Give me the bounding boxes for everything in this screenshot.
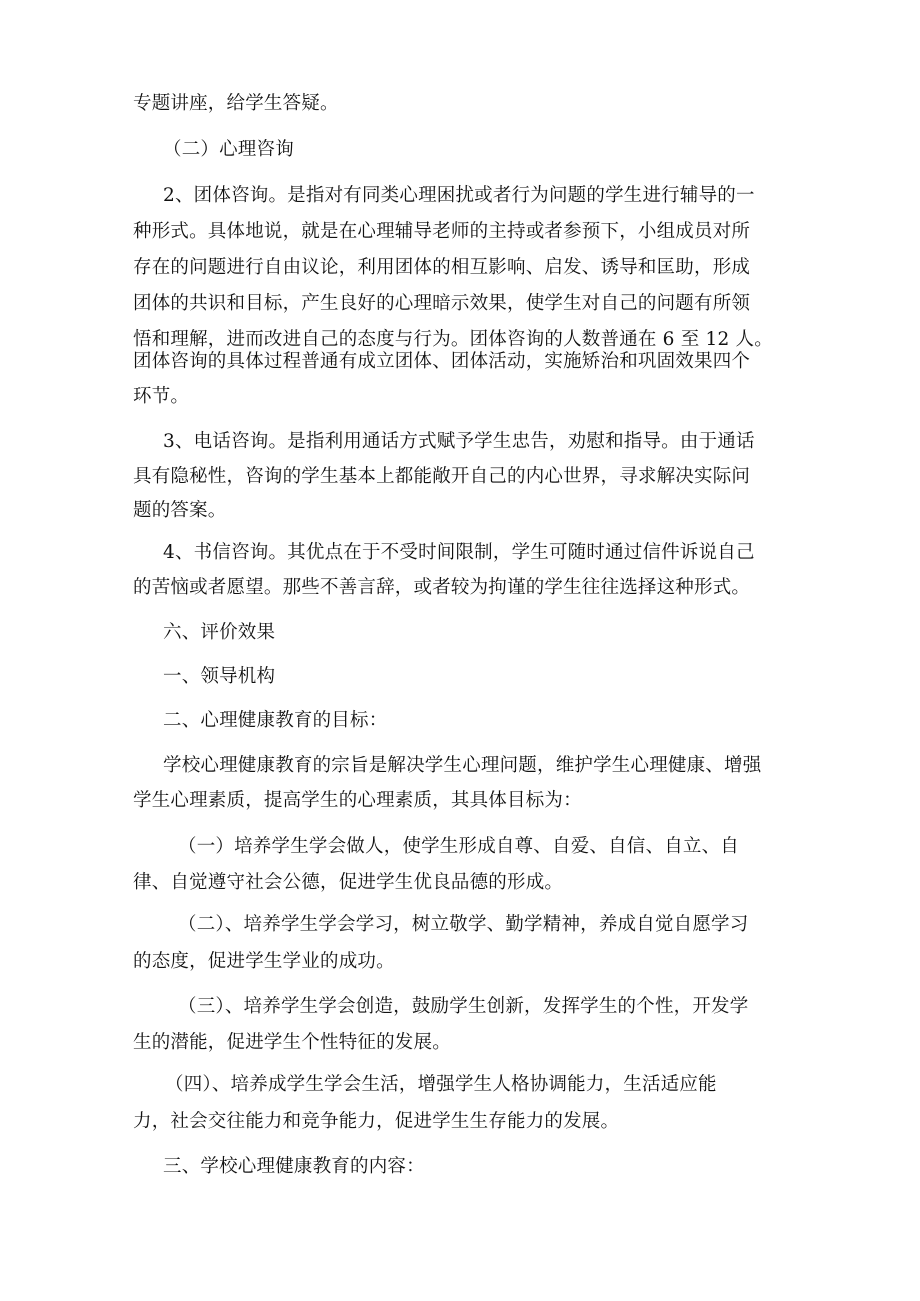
text-line: 题的答案。	[133, 500, 227, 521]
section-heading: 二、心理健康教育的目标：	[163, 710, 388, 731]
text-line: 团体的共识和目标，产生良好的心理暗示效果，使学生对自己的问题有所领	[133, 293, 751, 314]
text-line: 律、自觉遵守社会公德，促进学生优良品德的形成。	[133, 872, 564, 893]
text-line: （一）培养学生学会做人，使学生形成自尊、自爱、自信、自立、自	[178, 836, 740, 857]
text-line: 学生心理素质，提高学生的心理素质，其具体目标为：	[133, 790, 582, 811]
section-heading: 六、评价效果	[163, 622, 276, 643]
text-line: 环节。	[133, 386, 190, 407]
text-line: （三）、培养学生学会创造，鼓励学生创新，发挥学生的个性，开发学	[178, 996, 749, 1017]
text-line: 悟和理解，进而改进自己的态度与行为。团体咨询的人数普通在 6 至 12 人。	[133, 329, 773, 350]
text-line: 学校心理健康教育的宗旨是解决学生心理问题，维护学生心理健康、增强	[163, 755, 762, 776]
section-heading: 一、领导机构	[163, 666, 276, 687]
text-line: 3、电话咨询。是指利用通话方式赋予学生忠告，劝慰和指导。由于通话	[163, 431, 755, 452]
text-line: 种形式。具体地说，就是在心理辅导老师的主持或者参预下，小组成员对所	[133, 221, 751, 242]
text-line: 的苦恼或者愿望。那些不善言辞，或者较为拘谨的学生往往选择这种形式。	[133, 577, 751, 598]
text-line: （四）、培养成学生学会生活，增强学生人格协调能力，生活适应能	[165, 1074, 717, 1095]
text-line: 团体咨询的具体过程普通有成立团体、团体活动，实施矫治和巩固效果四个	[133, 351, 751, 372]
section-heading: 三、学校心理健康教育的内容：	[163, 1156, 425, 1177]
text-line: 生的潜能，促进学生个性特征的发展。	[133, 1032, 451, 1053]
text-line: 力，社会交往能力和竞争能力，促进学生生存能力的发展。	[133, 1111, 620, 1132]
section-heading: （二）心理咨询	[163, 139, 294, 160]
text-line: （二）、培养学生学会学习，树立敬学、勤学精神，养成自觉自愿学习	[178, 914, 749, 935]
text-line: 具有隐秘性，咨询的学生基本上都能敞开自己的内心世界，寻求解决实际问	[133, 466, 751, 487]
text-line: 的态度，促进学生学业的成功。	[133, 951, 395, 972]
text-line: 2、团体咨询。是指对有同类心理困扰或者行为问题的学生进行辅导的一	[163, 185, 755, 206]
text-line: 专题讲座，给学生答疑。	[133, 93, 339, 114]
text-line: 存在的问题进行自由议论，利用团体的相互影响、启发、诱导和匡助，形成	[133, 257, 751, 278]
text-line: 4、书信咨询。其优点在于不受时间限制，学生可随时通过信件诉说自己	[163, 542, 755, 563]
